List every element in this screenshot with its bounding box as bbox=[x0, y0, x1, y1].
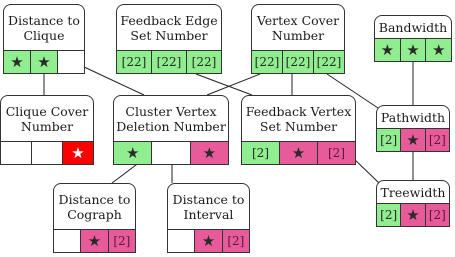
node-cells bbox=[374, 38, 452, 62]
cell-reference: [2] bbox=[318, 142, 355, 164]
node-cells bbox=[376, 203, 450, 227]
cell-empty bbox=[32, 142, 63, 164]
node-title: Bandwidth bbox=[374, 15, 452, 39]
cell-star-icon: ★ bbox=[401, 204, 425, 226]
cell-reference: [22] bbox=[117, 51, 152, 73]
cell-star-icon: ★ bbox=[63, 142, 93, 164]
node-cells bbox=[113, 141, 229, 165]
node-title: Distance to Cograph bbox=[53, 183, 136, 230]
node-cluster-vertex-deletion-number bbox=[113, 95, 229, 165]
node-feedback-edge-set-number bbox=[116, 4, 222, 74]
node-title: Distance to Interval bbox=[167, 183, 250, 230]
cell-empty bbox=[168, 230, 195, 252]
node-cells bbox=[167, 229, 250, 253]
node-title: Treewidth bbox=[376, 180, 450, 204]
node-cells bbox=[251, 50, 345, 74]
cell-reference: [22] bbox=[314, 51, 344, 73]
cell-reference: [22] bbox=[283, 51, 314, 73]
cell-reference: [22] bbox=[187, 51, 221, 73]
cell-reference: [22] bbox=[252, 51, 283, 73]
edge-feedback-edge-to-feedback-vertex bbox=[196, 74, 252, 95]
cell-empty bbox=[54, 230, 81, 252]
node-title: Vertex Cover Number bbox=[251, 4, 345, 51]
node-vertex-cover-number bbox=[251, 4, 345, 74]
cell-reference: [2] bbox=[242, 142, 280, 164]
cell-reference: [2] bbox=[109, 230, 135, 252]
cell-empty bbox=[152, 142, 190, 164]
cell-reference: [2] bbox=[426, 129, 449, 151]
node-treewidth bbox=[376, 180, 450, 227]
node-distance-to-clique bbox=[3, 4, 85, 74]
cell-star-icon: ★ bbox=[195, 230, 222, 252]
node-title: Distance to Clique bbox=[3, 4, 85, 51]
cell-reference: [2] bbox=[426, 204, 449, 226]
node-cells bbox=[0, 141, 94, 165]
cell-empty bbox=[1, 142, 32, 164]
cell-star-icon: ★ bbox=[191, 142, 228, 164]
cell-star-icon: ★ bbox=[426, 39, 451, 61]
node-distance-to-cograph bbox=[53, 183, 136, 253]
cell-star-icon: ★ bbox=[31, 51, 58, 73]
cell-empty bbox=[58, 51, 84, 73]
edge-vertex-cover-to-cluster-vertex-deletion bbox=[207, 74, 260, 95]
node-title: Clique Cover Number bbox=[0, 95, 94, 142]
cell-star-icon: ★ bbox=[81, 230, 108, 252]
node-title: Feedback Edge Set Number bbox=[116, 4, 222, 51]
cell-reference: [22] bbox=[152, 51, 187, 73]
node-cells bbox=[116, 50, 222, 74]
cell-reference: [2] bbox=[377, 204, 401, 226]
node-cells bbox=[53, 229, 136, 253]
cell-reference: [2] bbox=[377, 129, 401, 151]
edge-feedback-vertex-to-treewidth bbox=[352, 157, 379, 183]
cell-star-icon: ★ bbox=[4, 51, 31, 73]
node-clique-cover-number bbox=[0, 95, 94, 165]
cell-star-icon: ★ bbox=[280, 142, 318, 164]
cell-star-icon: ★ bbox=[401, 129, 425, 151]
node-cells bbox=[241, 141, 356, 165]
node-bandwidth bbox=[374, 15, 452, 62]
node-pathwidth bbox=[376, 105, 450, 152]
node-distance-to-interval bbox=[167, 183, 250, 253]
cell-star-icon: ★ bbox=[375, 39, 401, 61]
node-cells bbox=[376, 128, 450, 152]
cell-reference: [2] bbox=[223, 230, 249, 252]
node-title: Pathwidth bbox=[376, 105, 450, 129]
node-title: Cluster Vertex Deletion Number bbox=[113, 95, 229, 142]
node-feedback-vertex-set-number bbox=[241, 95, 356, 165]
node-cells bbox=[3, 50, 85, 74]
cell-star-icon: ★ bbox=[114, 142, 152, 164]
cell-star-icon: ★ bbox=[401, 39, 427, 61]
node-title: Feedback Vertex Set Number bbox=[241, 95, 356, 142]
edge-cluster-to-cograph bbox=[112, 162, 140, 183]
